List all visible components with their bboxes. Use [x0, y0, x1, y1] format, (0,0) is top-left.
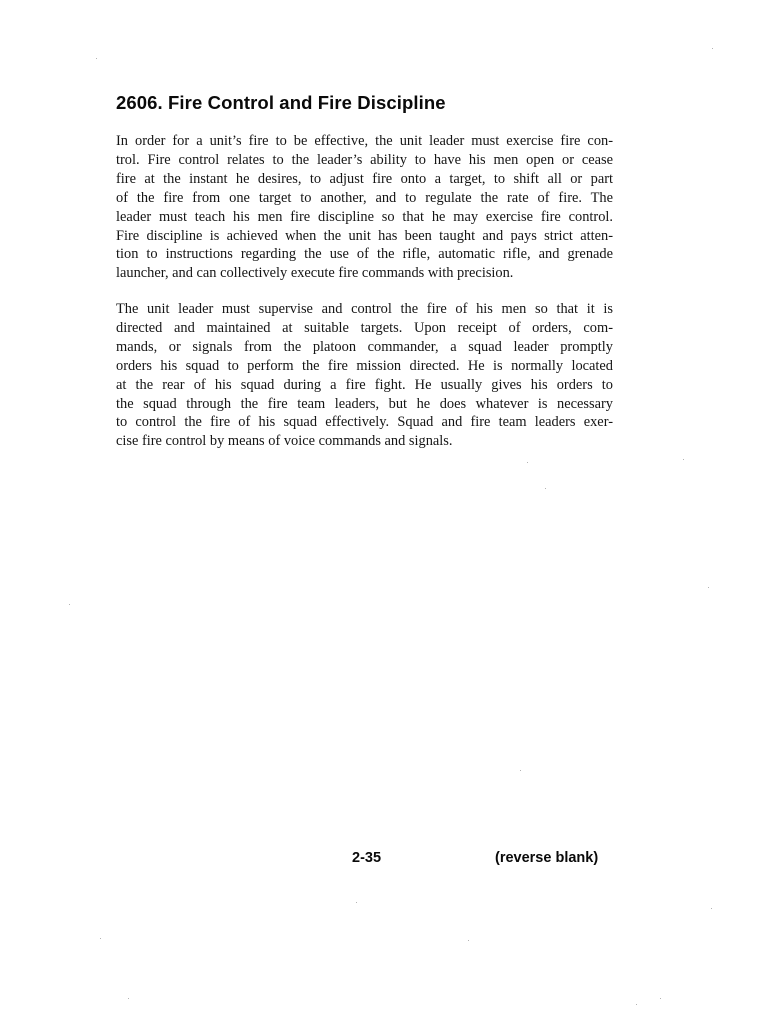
reverse-blank-note: (reverse blank) [495, 850, 599, 866]
scan-speck [128, 998, 129, 999]
scan-speck [527, 462, 528, 463]
scan-speck [468, 940, 469, 941]
paragraph-fire-control [116, 132, 613, 283]
text-line: cise fire control by means of voice commands and signals. [116, 433, 453, 450]
scan-speck [660, 998, 661, 999]
text-line: directed and maintained at suitable targets. Upon receipt of orders, com- [116, 319, 613, 336]
scan-speck [96, 58, 97, 59]
text-line: In order for a unit’s fire to be effective, the unit leader must exercise fire con- [116, 133, 613, 149]
scan-speck [100, 938, 101, 939]
scan-speck [545, 488, 546, 489]
text-line: to control the fire of his squad effectively. Squad and fire team leaders exer- [116, 414, 613, 431]
scan-speck [711, 908, 712, 909]
paragraph-unit-leader [116, 300, 613, 451]
scan-speck [69, 604, 70, 605]
text-line: leader must teach his men fire discipline so that he may exercise fire control. [116, 208, 613, 225]
text-line: mands, or signals from the platoon commander, a squad leader promptly [116, 338, 613, 355]
scan-speck [520, 770, 521, 771]
section-heading: 2606. Fire Control and Fire Discipline [116, 92, 446, 113]
text-line: the squad through the fire team leaders, but he does whatever is necessary [116, 395, 613, 412]
scan-speck [636, 1004, 637, 1005]
scan-speck [356, 902, 357, 903]
text-line: orders his squad to perform the fire mission directed. He is normally located [116, 357, 613, 374]
text-line: at the rear of his squad during a fire fight. He usually gives his orders to [116, 376, 613, 393]
text-line: The unit leader must supervise and control the fire of his men so that it is [116, 301, 613, 317]
scan-speck [708, 587, 709, 588]
page-number: 2-35 [352, 850, 382, 866]
text-line: tion to instructions regarding the use of the rifle, automatic rifle, and grenade [116, 246, 613, 263]
text-line: fire at the instant he desires, to adjust fire onto a target, to shift all or part [116, 170, 613, 187]
scan-speck [712, 48, 713, 49]
text-line: trol. Fire control relates to the leader’s ability to have his men open or cease [116, 151, 613, 168]
text-line: launcher, and can collectively execute fire commands with precision. [116, 265, 514, 282]
text-line: of the fire from one target to another, and to regulate the rate of fire. The [116, 189, 613, 206]
text-line: Fire discipline is achieved when the unit has been taught and pays strict atten- [116, 227, 613, 244]
scan-speck [683, 459, 684, 460]
